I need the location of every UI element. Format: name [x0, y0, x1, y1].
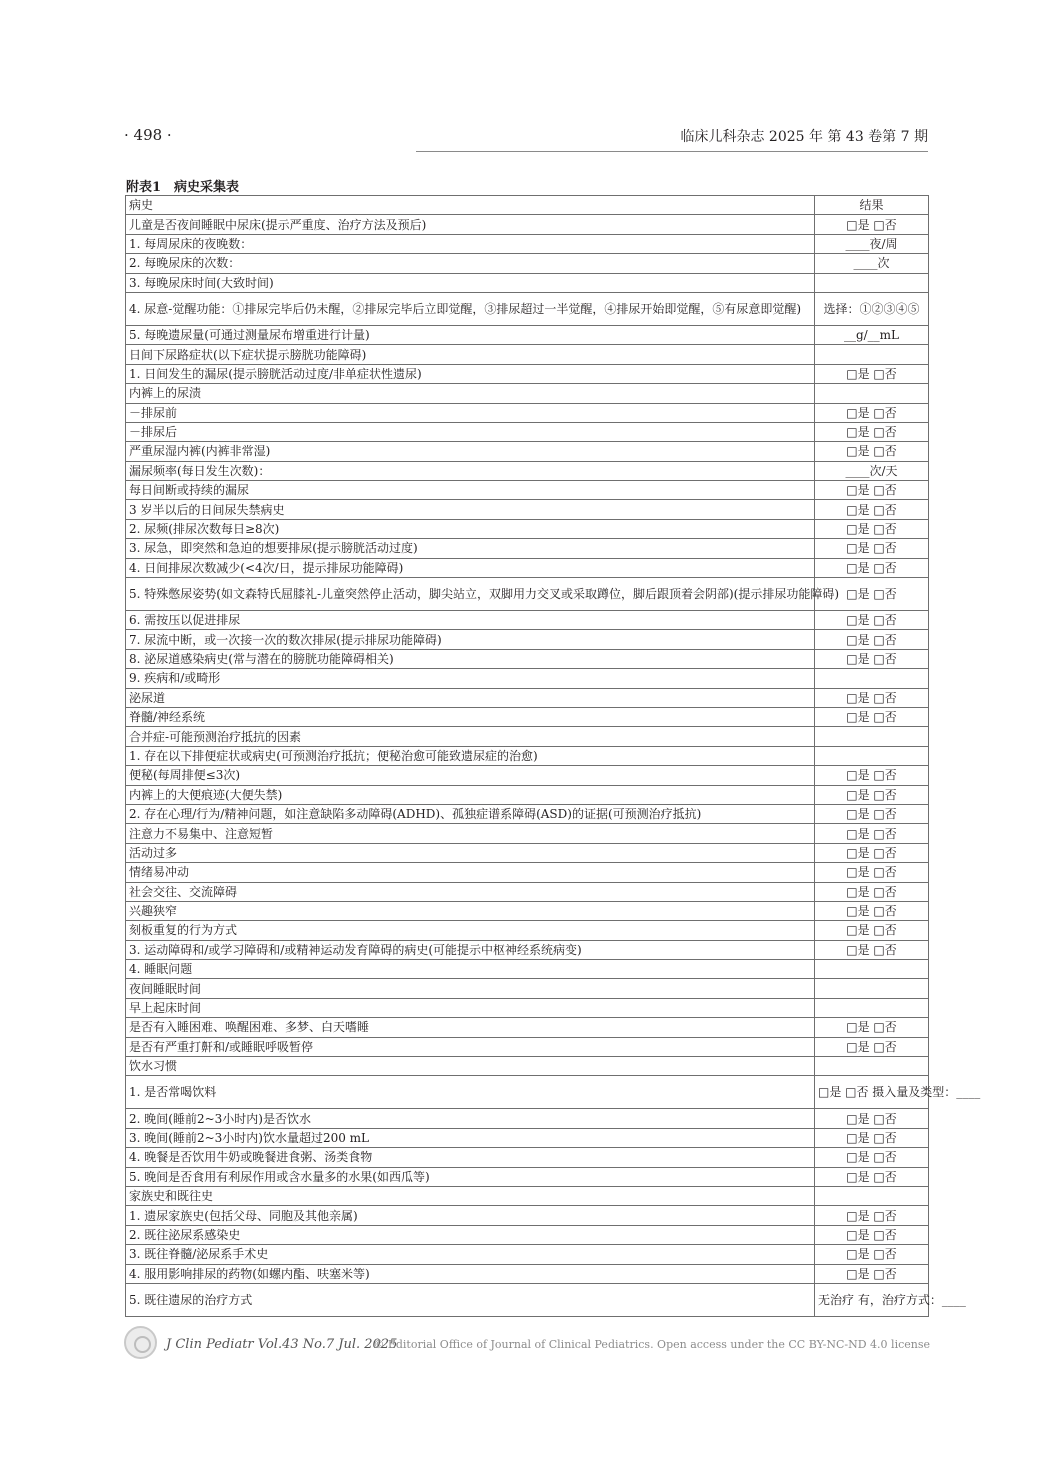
result-cell: __g/__mL: [815, 325, 929, 344]
table-row: [126, 481, 929, 500]
result-cell: [815, 669, 929, 688]
table-row: [126, 611, 929, 630]
result-cell[interactable]: □是 □否: [815, 519, 929, 538]
result-cell: ____次/天: [815, 461, 929, 480]
table-row: [126, 843, 929, 862]
history-item: 日间下尿路症状(以下症状提示膀胱功能障碍): [126, 345, 815, 364]
history-item: 活动过多: [126, 843, 815, 862]
history-item: 2. 晚间(睡前2~3小时内)是否饮水: [126, 1109, 815, 1128]
history-item: 1. 每周尿床的夜晚数：: [126, 234, 815, 253]
table-row: [126, 940, 929, 959]
result-cell: [815, 746, 929, 765]
history-item: 是否有严重打鼾和/或睡眠呼吸暂停: [126, 1037, 815, 1056]
history-item: 注意力不易集中、注意短暂: [126, 824, 815, 843]
history-item: 是否有入睡困难、唤醒困难、多梦、白天嗜睡: [126, 1018, 815, 1037]
history-item: 1. 日间发生的漏尿(提示膀胱活动过度/非单症状性遗尿): [126, 364, 815, 383]
table-row: [126, 1057, 929, 1076]
result-cell[interactable]: □是 □否: [815, 824, 929, 843]
column-header-history: 病史: [126, 196, 815, 215]
table-row: [126, 234, 929, 253]
result-cell[interactable]: □是 □否: [815, 649, 929, 668]
result-cell: [815, 727, 929, 746]
result-cell[interactable]: □是 □否: [815, 843, 929, 862]
history-item: 内裤上的大便痕迹(大便失禁): [126, 785, 815, 804]
history-item: 9. 疾病和/或畸形: [126, 669, 815, 688]
history-item: 刻板重复的行为方式: [126, 921, 815, 940]
history-item: 5. 晚间是否食用有利尿作用或含水量多的水果(如西瓜等): [126, 1167, 815, 1186]
history-item: 儿童是否夜间睡眠中尿床(提示严重度、治疗方法及预后): [126, 215, 815, 234]
history-item: 严重尿湿内裤(内裤非常湿): [126, 442, 815, 461]
table-row: [126, 325, 929, 344]
table-row: [126, 688, 929, 707]
history-item: 合并症-可能预测治疗抵抗的因素: [126, 727, 815, 746]
history-item: 4. 尿意-觉醒功能：①排尿完毕后仍未醒，②排尿完毕后立即觉醒，③排尿超过一半觉醒，④排尿开始即觉醒，⑤有尿意即觉醒): [126, 292, 815, 325]
history-item: 饮水习惯: [126, 1057, 815, 1076]
table-row: [126, 863, 929, 882]
result-cell[interactable]: □是 □否: [815, 804, 929, 823]
table-row: [126, 901, 929, 920]
history-item: 2. 存在心理/行为/精神问题，如注意缺陷多动障碍(ADHD)、孤独症谱系障碍(ASD)的证据(可预测治疗抵抗): [126, 804, 815, 823]
table-row: [126, 403, 929, 422]
journal-header: 临床儿科杂志 2025 年 第 43 卷第 7 期: [680, 129, 928, 145]
result-cell[interactable]: □是 □否: [815, 1128, 929, 1147]
result-cell[interactable]: □是 □否: [815, 707, 929, 726]
history-item: 社会交往、交流障碍: [126, 882, 815, 901]
result-cell[interactable]: □是 □否: [815, 539, 929, 558]
history-item: 5. 每晚遗尿量(可通过测量尿布增重进行计量): [126, 325, 815, 344]
result-cell[interactable]: □是 □否: [815, 785, 929, 804]
result-cell[interactable]: □是 □否: [815, 863, 929, 882]
history-item: －排尿前: [126, 403, 815, 422]
history-item: 早上起床时间: [126, 998, 815, 1017]
history-item: 泌尿道: [126, 688, 815, 707]
result-cell[interactable]: □是 □否: [815, 578, 929, 611]
result-cell[interactable]: □是 □否: [815, 403, 929, 422]
table-row: [126, 960, 929, 979]
result-cell[interactable]: □是 □否: [815, 630, 929, 649]
result-cell[interactable]: □是 □否: [815, 921, 929, 940]
table-row: [126, 500, 929, 519]
table-row: [126, 578, 929, 611]
result-cell: [815, 345, 929, 364]
history-item: 每日间断或持续的漏尿: [126, 481, 815, 500]
result-cell: [815, 1057, 929, 1076]
history-item: 3. 每晚尿床时间(大致时间): [126, 273, 815, 292]
table-row: [126, 746, 929, 765]
table-row: [126, 273, 929, 292]
history-item: 5. 特殊憋尿姿势(如文森特氏屈膝礼-儿童突然停止活动，脚尖站立，双脚用力交叉或采取蹲位，脚后跟顶着会阴部)(提示排尿功能障碍): [126, 578, 815, 611]
history-item: 5. 既往遗尿的治疗方式: [126, 1283, 815, 1316]
history-item: 兴趣狭窄: [126, 901, 815, 920]
result-cell: 无治疗 有，治疗方式：____: [815, 1283, 929, 1316]
history-item: 1. 存在以下排便症状或病史(可预测治疗抵抗；便秘治愈可能致遗尿症的治愈): [126, 746, 815, 765]
table-row: [126, 882, 929, 901]
table-row: [126, 1206, 929, 1225]
table-row: [126, 519, 929, 538]
result-cell[interactable]: □是 □否: [815, 215, 929, 234]
table-row: [126, 422, 929, 441]
result-cell[interactable]: □是 □否: [815, 1148, 929, 1167]
history-item: 4. 晚餐是否饮用牛奶或晚餐进食粥、汤类食物: [126, 1148, 815, 1167]
result-cell: [815, 998, 929, 1017]
table-row: [126, 707, 929, 726]
table-row: [126, 1109, 929, 1128]
table-row: [126, 998, 929, 1017]
history-item: 4. 服用影响排尿的药物(如螺内酯、呋塞米等): [126, 1264, 815, 1283]
result-cell[interactable]: □是 □否: [815, 766, 929, 785]
result-cell: ____夜/周: [815, 234, 929, 253]
history-item: 3 岁半以后的日间尿失禁病史: [126, 500, 815, 519]
result-cell: [815, 960, 929, 979]
table-row: [126, 1283, 929, 1316]
table-row: [126, 1186, 929, 1205]
history-item: 内裤上的尿渍: [126, 384, 815, 403]
table-row: [126, 1148, 929, 1167]
result-cell[interactable]: □是 □否: [815, 1264, 929, 1283]
history-item: 3. 尿急，即突然和急迫的想要排尿(提示膀胱活动过度): [126, 539, 815, 558]
result-cell[interactable]: □是 □否: [815, 882, 929, 901]
history-item: 夜间睡眠时间: [126, 979, 815, 998]
history-item: 8. 泌尿道感染病史(常与潜在的膀胱功能障碍相关): [126, 649, 815, 668]
column-header-result: 结果: [815, 196, 929, 215]
table-row: [126, 669, 929, 688]
table-title: 附表1 病史采集表: [126, 180, 240, 195]
history-item: 2. 既往泌尿系感染史: [126, 1225, 815, 1244]
result-cell: [815, 273, 929, 292]
result-cell[interactable]: □是 □否 摄入量及类型：____: [815, 1076, 929, 1109]
history-item: 7. 尿流中断，或一次接一次的数次排尿(提示排尿功能障碍): [126, 630, 815, 649]
result-cell[interactable]: □是 □否: [815, 481, 929, 500]
history-item: －排尿后: [126, 422, 815, 441]
table-row: [126, 461, 929, 480]
table-row: [126, 1076, 929, 1109]
result-cell[interactable]: □是 □否: [815, 1167, 929, 1186]
result-cell[interactable]: □是 □否: [815, 558, 929, 577]
table-row: [126, 292, 929, 325]
table-row: [126, 442, 929, 461]
page-number: · 498 ·: [124, 126, 172, 144]
result-cell[interactable]: □是 □否: [815, 442, 929, 461]
table-row: [126, 921, 929, 940]
table-header-row: [126, 196, 929, 215]
history-item: 4. 睡眠问题: [126, 960, 815, 979]
result-cell: ____次: [815, 254, 929, 273]
table-row: [126, 979, 929, 998]
table-row: [126, 1128, 929, 1147]
history-item: 2. 每晚尿床的次数：: [126, 254, 815, 273]
table-row: [126, 539, 929, 558]
history-item: 1. 遗尿家族史(包括父母、同胞及其他亲属): [126, 1206, 815, 1225]
result-cell[interactable]: □是 □否: [815, 364, 929, 383]
table-row: [126, 649, 929, 668]
table-row: [126, 1245, 929, 1264]
result-cell[interactable]: □是 □否: [815, 1206, 929, 1225]
table-row: [126, 558, 929, 577]
table-row: [126, 345, 929, 364]
result-cell[interactable]: □是 □否: [815, 611, 929, 630]
table-row: [126, 804, 929, 823]
table-row: [126, 1167, 929, 1186]
table-row: [126, 384, 929, 403]
table-row: [126, 254, 929, 273]
history-table: [125, 195, 981, 1317]
result-cell[interactable]: □是 □否: [815, 1037, 929, 1056]
history-item: 情绪易冲动: [126, 863, 815, 882]
header-divider: [416, 151, 928, 152]
result-cell[interactable]: □是 □否: [815, 940, 929, 959]
result-cell[interactable]: □是 □否: [815, 1109, 929, 1128]
footer-license: © Editorial Office of Journal of Clinical Pediatrics. Open access under the CC BY-NC-ND 4.0 license: [373, 1338, 930, 1351]
journal-logo-icon: [124, 1326, 157, 1359]
table-row: [126, 824, 929, 843]
table-row: [126, 766, 929, 785]
table-row: [126, 364, 929, 383]
table-row: [126, 1264, 929, 1283]
history-item: 6. 需按压以促进排尿: [126, 611, 815, 630]
result-cell: [815, 979, 929, 998]
result-cell: [815, 384, 929, 403]
history-item: 家族史和既往史: [126, 1186, 815, 1205]
result-cell[interactable]: □是 □否: [815, 500, 929, 519]
result-cell[interactable]: □是 □否: [815, 422, 929, 441]
history-item: 1. 是否常喝饮料: [126, 1076, 815, 1109]
history-item: 脊髓/神经系统: [126, 707, 815, 726]
table-row: [126, 1037, 929, 1056]
result-cell: [815, 1186, 929, 1205]
footer-citation: J Clin Pediatr Vol.43 No.7 Jul. 2025: [166, 1337, 398, 1352]
result-cell[interactable]: □是 □否: [815, 1225, 929, 1244]
history-item: 3. 既往脊髓/泌尿系手术史: [126, 1245, 815, 1264]
table-row: [126, 1018, 929, 1037]
history-item: 便秘(每周排便≤3次): [126, 766, 815, 785]
footer: [124, 1326, 930, 1360]
table-row: [126, 215, 929, 234]
history-item: 2. 尿频(排尿次数每日≥8次): [126, 519, 815, 538]
table-row: [126, 630, 929, 649]
table-row: [126, 1225, 929, 1244]
result-cell: 选择：①②③④⑤: [815, 292, 929, 325]
result-cell[interactable]: □是 □否: [815, 1018, 929, 1037]
result-cell[interactable]: □是 □否: [815, 901, 929, 920]
table-row: [126, 727, 929, 746]
history-item: 漏尿频率(每日发生次数)：: [126, 461, 815, 480]
result-cell[interactable]: □是 □否: [815, 688, 929, 707]
history-item: 3. 晚间(睡前2~3小时内)饮水量超过200 mL: [126, 1128, 815, 1147]
table-row: [126, 785, 929, 804]
history-item: 4. 日间排尿次数减少(<4次/日，提示排尿功能障碍): [126, 558, 815, 577]
result-cell[interactable]: □是 □否: [815, 1245, 929, 1264]
history-item: 3. 运动障碍和/或学习障碍和/或精神运动发育障碍的病史(可能提示中枢神经系统病变): [126, 940, 815, 959]
